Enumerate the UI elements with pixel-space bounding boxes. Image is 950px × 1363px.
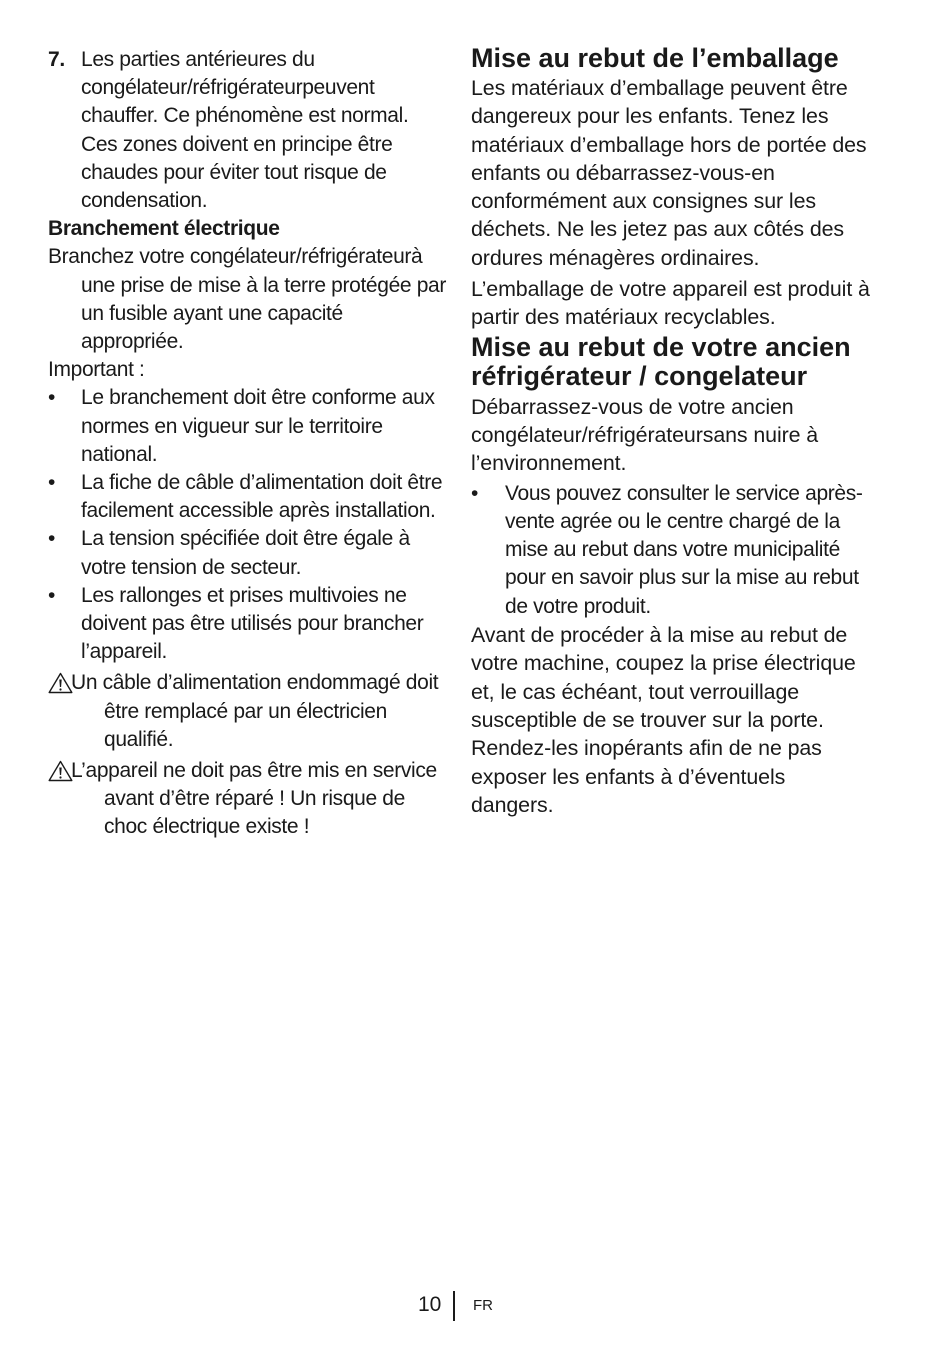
old-appliance-bullet-list	[471, 480, 871, 621]
numbered-item-7	[48, 46, 448, 215]
warning-text: L’appareil ne doit pas être mis en service avant d’être réparé ! Un risque de choc électrique existe !	[71, 759, 437, 839]
electrical-intro: Branchez votre congélateur/réfrigérateurà une prise de mise à la terre protégée par un fusible ayant une capacité appropriée.	[48, 245, 447, 354]
list-item	[48, 469, 448, 525]
old-appliance-heading: Mise au rebut de votre ancien réfrigérateur / congelateur	[471, 331, 851, 391]
right-column	[471, 43, 871, 819]
left-column	[48, 46, 448, 845]
list-item	[48, 582, 448, 667]
bullet-symbol: •	[48, 386, 56, 410]
bullet-text: La tension spécifiée doit être égale à votre tension de secteur.	[81, 527, 410, 579]
page-number: 10	[418, 1293, 442, 1316]
bullet-symbol: •	[48, 583, 56, 607]
electrical-bullet-list	[48, 384, 448, 666]
packaging-paragraph: L’emballage de votre appareil est produit à partir des matériaux recyclables.	[471, 277, 870, 330]
packaging-paragraph: Les matériaux d’emballage peuvent être dangereux pour les enfants. Tenez les matériaux d’emballage hors de portée des enfants ou débarrassez-vous-en conformément aux consignes sur les déchets. Ne les jetez pas aux côtés des ordures ménagères ordinaires.	[471, 76, 867, 270]
item-7-text: Les parties antérieures du congélateur/réfrigérateurpeuvent chauffer. Ce phénomène est normal. Ces zones doivent en principe être chaudes pour éviter tout risque de condensation.	[81, 48, 409, 213]
warning-damaged-cable	[48, 669, 448, 754]
important-label: Important :	[48, 358, 145, 382]
bullet-text: Le branchement doit être conforme aux normes en vigueur sur le territoire national.	[81, 386, 435, 466]
electrical-heading: Branchement électrique	[48, 217, 280, 241]
bullet-symbol: •	[48, 471, 56, 495]
old-appliance-closing: Avant de procéder à la mise au rebut de votre machine, coupez la prise électrique et, le cas échéant, tout verrouillage susceptible de se trouver sur la porte. Rendez-les inopérants afin de ne pas exposer les enfants à d’éventuels dangers.	[471, 623, 856, 817]
bullet-text: La fiche de câble d’alimentation doit être facilement accessible après installation.	[81, 471, 443, 523]
list-item	[48, 525, 448, 581]
page-footer	[0, 1291, 950, 1321]
bullet-text: Vous pouvez consulter le service après-vente agrée ou le centre chargé de la mise au rebut dans votre municipalité pour en savoir plus sur la mise au rebut de votre produit.	[505, 481, 863, 618]
list-item	[48, 384, 448, 469]
bullet-symbol: •	[48, 527, 56, 551]
old-appliance-intro: Débarrassez-vous de votre ancien congélateur/réfrigérateursans nuire à l’environnement.	[471, 394, 819, 476]
item-number: 7.	[48, 48, 65, 71]
list-item	[471, 480, 871, 621]
footer-divider	[453, 1291, 455, 1321]
language-code: FR	[473, 1297, 493, 1314]
warning-text: Un câble d’alimentation endommagé doit être remplacé par un électricien qualifié.	[71, 671, 439, 751]
warning-shock-risk	[48, 757, 448, 842]
packaging-heading: Mise au rebut de l’emballage	[471, 43, 839, 73]
bullet-symbol: •	[471, 481, 479, 505]
bullet-text: Les rallonges et prises multivoies ne doivent pas être utilisés pour brancher l’appareil.	[81, 583, 424, 664]
